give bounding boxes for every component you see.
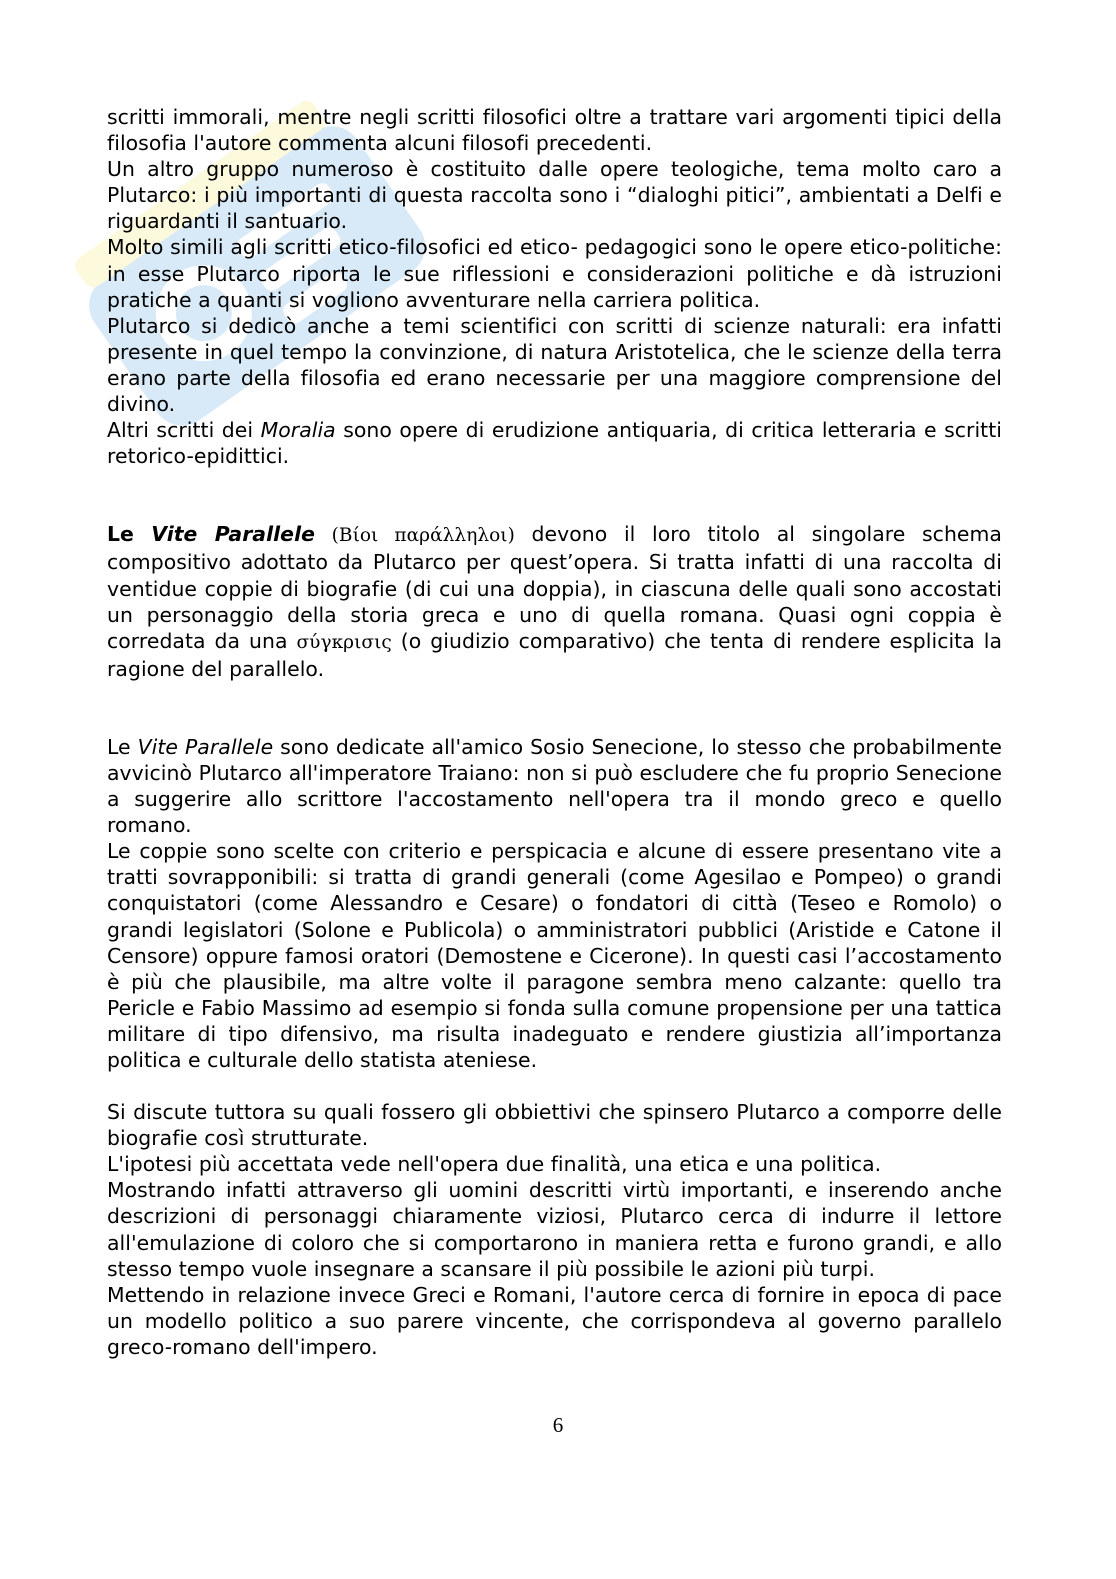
moralia-italic: Moralia bbox=[260, 418, 336, 443]
paragraph-filosofici: scritti immorali, mentre negli scritti filosofici oltre a trattare vari argomenti tipici della filosofia l'autore commenta alcuni filosofi precedenti. bbox=[107, 105, 1002, 156]
paragraph-obbiettivi: Si discute tuttora su quali fossero gli obbiettivi che spinsero Plutarco a comporre delle biografie così strutturate. bbox=[107, 1100, 1002, 1151]
spacer bbox=[107, 1073, 1002, 1099]
paragraph-coppie: Le coppie sono scelte con criterio e perspicacia e alcune di essere presentano vite a tratti sovrapponibili: si tratta di grandi generali (come Agesilao e Pompeo) o grandi conquistatori (come Alessandro e Cesare) o fondatori di città (Teseo e Romolo) o grandi legislatori (Solone e Publicola) o amministratori pubblici (Aristide e Catone il Censore) oppure famosi oratori (Demostene e Cicerone). In questi casi l’accostamento è più che plausibile, ma altre volte il paragone sembra meno calzante: quello tra Pericle e Fabio Massimo ad esempio si fonda sulla comune propensione per una tattica militare di tipo difensivo, ma risulta inadeguato e rendere giustizia all’importanza politica e culturale dello statista ateniese. bbox=[107, 839, 1002, 1072]
paragraph-altri-scritti: Altri scritti dei Moralia sono opere di erudizione antiquaria, di critica letteraria e scritti retorico-epidittici. bbox=[107, 418, 1002, 469]
spacer bbox=[107, 682, 1002, 734]
greek-title: (Βίοι παράλληλοι) bbox=[331, 525, 515, 547]
greek-synkrisis: σύγκρισις bbox=[296, 631, 392, 653]
spacer bbox=[107, 469, 1002, 521]
paragraph-etico-politiche: Molto simili agli scritti etico-filosofici ed etico- pedagogici sono le opere etico-politiche: in esse Plutarco riporta le sue riflessioni e considerazioni politiche e dà istruzioni pratiche a quanti si vogliono avventurare nella carriera politica. bbox=[107, 235, 1002, 312]
paragraph-politica: Mettendo in relazione invece Greci e Romani, l'autore cerca di fornire in epoca di pace un modello politico a suo parere vincente, che corrispondeva al governo parallelo greco-romano dell'impero. bbox=[107, 1282, 1002, 1359]
document-body bbox=[107, 104, 1002, 1360]
vite-parallele-italic: Vite Parallele bbox=[137, 734, 274, 759]
vite-parallele-heading: Vite Parallele bbox=[151, 522, 315, 547]
paragraph-teologiche: Un altro gruppo numeroso è costituito dalle opere teologiche, tema molto caro a Plutarco: i più importanti di questa raccolta sono i “dialoghi pitici”, ambientati a Delfi e riguardanti il santuario. bbox=[107, 157, 1002, 234]
paragraph-ipotesi: L'ipotesi più accettata vede nell'opera due finalità, una etica e una politica. bbox=[107, 1152, 882, 1177]
page-number: 6 bbox=[552, 1413, 564, 1437]
paragraph-vite-parallele-intro: Le Vite Parallele (Βίοι παράλληλοι) devono il loro titolo al singolare schema compositivo adottato da Plutarco per quest’opera. Si tratta infatti di una raccolta di ventidue coppie di biografie (di cui una doppia), in ciascuna delle quali sono accostati un personaggio della storia greca e uno di quella romana. Quasi ogni coppia è corredata da una σύγκρισις (o giudizio comparativo) che tenta di rendere esplicita la ragione del parallelo. bbox=[107, 522, 1002, 681]
paragraph-etica: Mostrando infatti attraverso gli uomini descritti virtù importanti, e inserendo anche descrizioni di personaggi chiaramente viziosi, Plutarco cerca di indurre il lettore all'emulazione di coloro che si comportarono in maniera retta e furono grandi, e allo stesso tempo vuole insegnare a scansare il più possibile le azioni più turpi. bbox=[107, 1178, 1002, 1281]
paragraph-dedica: Le Vite Parallele sono dedicate all'amico Sosio Senecione, lo stesso che probabilmente avvicinò Plutarco all'imperatore Traiano: non si può escludere che fu proprio Senecione a suggerire allo scrittore l'accostamento nell'opera tra il mondo greco e quello romano. bbox=[107, 734, 1002, 838]
paragraph-scienze-naturali: Plutarco si dedicò anche a temi scientifici con scritti di scienze naturali: era infatti presente in quel tempo la convinzione, di natura Aristotelica, che le scienze della terra erano parte della filosofia ed erano necessarie per una maggiore comprensione del divino. bbox=[107, 313, 1002, 417]
